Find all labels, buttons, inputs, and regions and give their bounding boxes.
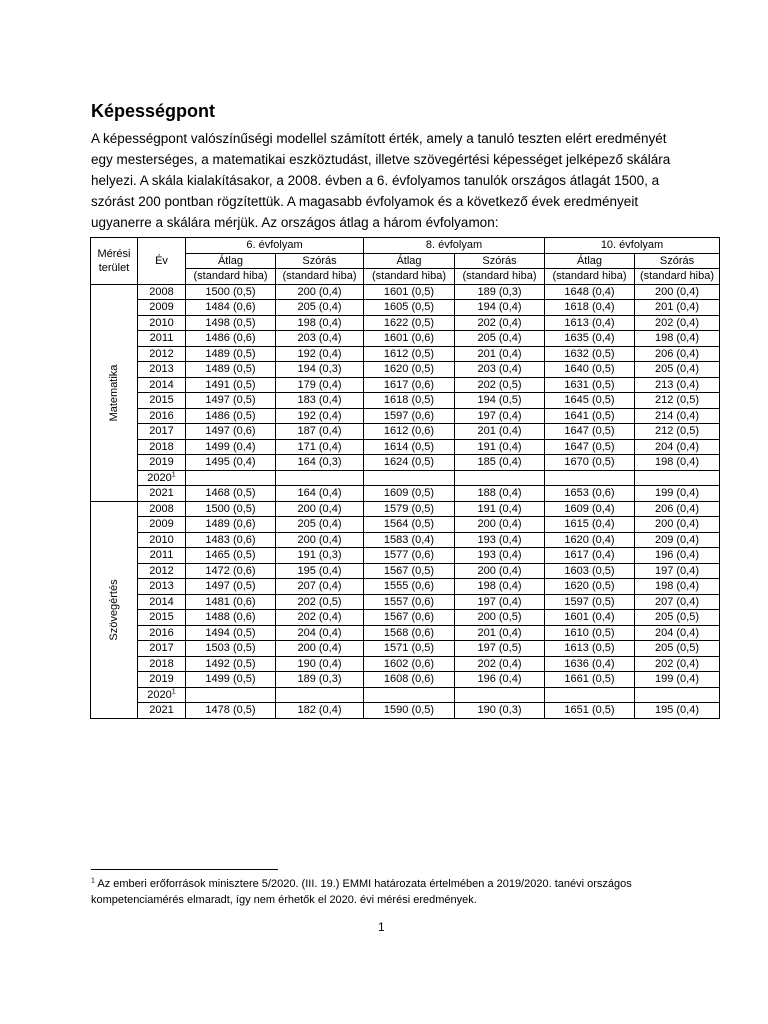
value-cell: 197 (0,4)	[455, 408, 545, 424]
value-cell: 1597 (0,5)	[545, 594, 635, 610]
value-cell: 1636 (0,4)	[545, 656, 635, 672]
value-cell: 1500 (0,5)	[186, 284, 276, 300]
year-cell: 2018	[138, 439, 186, 455]
value-cell: 1601 (0,5)	[364, 284, 455, 300]
results-table	[90, 237, 720, 719]
year-cell: 2010	[138, 532, 186, 548]
value-cell: 205 (0,4)	[276, 300, 364, 316]
header-grade: 8. évfolyam	[364, 238, 545, 254]
value-cell: 1603 (0,5)	[545, 563, 635, 579]
value-cell: 202 (0,5)	[455, 377, 545, 393]
year-cell: 2011	[138, 331, 186, 347]
table-row	[91, 377, 720, 393]
year-cell: 2014	[138, 377, 186, 393]
value-cell: 1489 (0,5)	[186, 346, 276, 362]
value-cell: 1620 (0,5)	[364, 362, 455, 378]
value-cell: 200 (0,4)	[276, 641, 364, 657]
value-cell: 1495 (0,4)	[186, 455, 276, 471]
value-cell: 1610 (0,5)	[545, 625, 635, 641]
value-cell: 202 (0,5)	[276, 594, 364, 610]
value-cell: 190 (0,4)	[276, 656, 364, 672]
table-row	[91, 362, 720, 378]
value-cell: 1648 (0,4)	[545, 284, 635, 300]
table-row	[91, 501, 720, 517]
value-cell: 205 (0,4)	[635, 362, 720, 378]
value-cell: 205 (0,5)	[635, 610, 720, 626]
value-cell: 1670 (0,5)	[545, 455, 635, 471]
value-cell: 1486 (0,6)	[186, 331, 276, 347]
table-row	[91, 315, 720, 331]
value-cell: 1484 (0,6)	[186, 300, 276, 316]
value-cell	[545, 470, 635, 486]
value-cell: 191 (0,4)	[455, 501, 545, 517]
value-cell: 1653 (0,6)	[545, 486, 635, 502]
table-row	[91, 517, 720, 533]
value-cell: 1500 (0,5)	[186, 501, 276, 517]
value-cell: 200 (0,5)	[455, 610, 545, 626]
year-cell: 2014	[138, 594, 186, 610]
table-row	[91, 331, 720, 347]
value-cell: 1617 (0,4)	[545, 548, 635, 564]
value-cell: 201 (0,4)	[455, 424, 545, 440]
year-cell: 2009	[138, 517, 186, 533]
value-cell	[364, 687, 455, 703]
value-cell: 1497 (0,6)	[186, 424, 276, 440]
value-cell: 189 (0,3)	[276, 672, 364, 688]
table-row	[91, 703, 720, 719]
value-cell: 209 (0,4)	[635, 532, 720, 548]
value-cell: 198 (0,4)	[455, 579, 545, 595]
value-cell	[186, 687, 276, 703]
value-cell: 1617 (0,6)	[364, 377, 455, 393]
header-sub-error: (standard hiba)	[276, 269, 364, 285]
value-cell: 1609 (0,5)	[364, 486, 455, 502]
value-cell: 212 (0,5)	[635, 424, 720, 440]
header-area: Mérési terület	[91, 238, 138, 285]
value-cell: 1612 (0,6)	[364, 424, 455, 440]
header-sub-error: (standard hiba)	[635, 269, 720, 285]
section-label: Szövegértés	[108, 578, 120, 641]
value-cell: 202 (0,4)	[276, 610, 364, 626]
year-cell: 2008	[138, 501, 186, 517]
value-cell	[455, 687, 545, 703]
section-cell	[91, 501, 138, 718]
value-cell: 1478 (0,5)	[186, 703, 276, 719]
value-cell: 196 (0,4)	[455, 672, 545, 688]
value-cell: 1497 (0,5)	[186, 393, 276, 409]
value-cell: 1499 (0,5)	[186, 672, 276, 688]
year-cell: 2019	[138, 455, 186, 471]
value-cell: 1557 (0,6)	[364, 594, 455, 610]
value-cell: 1577 (0,6)	[364, 548, 455, 564]
year-cell: 2013	[138, 579, 186, 595]
value-cell: 1608 (0,6)	[364, 672, 455, 688]
value-cell: 1472 (0,6)	[186, 563, 276, 579]
value-cell: 201 (0,4)	[635, 300, 720, 316]
table-row	[91, 455, 720, 471]
header-sub-label: Szórás	[455, 253, 545, 269]
value-cell: 1497 (0,5)	[186, 579, 276, 595]
table-row	[91, 439, 720, 455]
value-cell: 1651 (0,5)	[545, 703, 635, 719]
value-cell: 200 (0,4)	[635, 284, 720, 300]
table-row	[91, 656, 720, 672]
year-cell: 2018	[138, 656, 186, 672]
year-footnote-mark: 1	[171, 471, 176, 479]
value-cell	[635, 687, 720, 703]
section-label: Matematika	[108, 364, 120, 421]
value-cell: 192 (0,4)	[276, 346, 364, 362]
value-cell	[364, 470, 455, 486]
value-cell: 191 (0,4)	[455, 439, 545, 455]
year-cell: 2017	[138, 424, 186, 440]
value-cell: 1601 (0,6)	[364, 331, 455, 347]
value-cell: 203 (0,4)	[455, 362, 545, 378]
table-row	[91, 532, 720, 548]
value-cell: 198 (0,4)	[276, 315, 364, 331]
year-cell: 2015	[138, 610, 186, 626]
value-cell: 1620 (0,5)	[545, 579, 635, 595]
value-cell: 164 (0,4)	[276, 486, 364, 502]
value-cell: 1609 (0,4)	[545, 501, 635, 517]
value-cell: 200 (0,4)	[635, 517, 720, 533]
value-cell: 187 (0,4)	[276, 424, 364, 440]
year-cell: 2016	[138, 625, 186, 641]
value-cell: 1567 (0,6)	[364, 610, 455, 626]
year-cell: 2017	[138, 641, 186, 657]
value-cell: 1486 (0,5)	[186, 408, 276, 424]
value-cell: 198 (0,4)	[635, 331, 720, 347]
value-cell: 189 (0,3)	[455, 284, 545, 300]
header-sub-error: (standard hiba)	[545, 269, 635, 285]
value-cell: 200 (0,4)	[276, 501, 364, 517]
value-cell: 193 (0,4)	[455, 532, 545, 548]
year-cell: 2020$^1$	[138, 470, 186, 486]
value-cell: 1483 (0,6)	[186, 532, 276, 548]
value-cell: 1488 (0,6)	[186, 610, 276, 626]
footnote-mark: 1	[91, 877, 95, 885]
year-cell: 2015	[138, 393, 186, 409]
table-row	[91, 284, 720, 300]
value-cell	[276, 687, 364, 703]
header-sub-error: (standard hiba)	[455, 269, 545, 285]
footnote	[91, 876, 691, 908]
value-cell: 207 (0,4)	[635, 594, 720, 610]
value-cell: 1647 (0,5)	[545, 424, 635, 440]
value-cell: 202 (0,4)	[455, 315, 545, 331]
value-cell: 1555 (0,6)	[364, 579, 455, 595]
table-row	[91, 393, 720, 409]
value-cell: 1618 (0,5)	[364, 393, 455, 409]
value-cell: 193 (0,4)	[455, 548, 545, 564]
value-cell: 1620 (0,4)	[545, 532, 635, 548]
year-cell: 2021	[138, 486, 186, 502]
value-cell: 204 (0,4)	[276, 625, 364, 641]
value-cell: 1645 (0,5)	[545, 393, 635, 409]
year-cell: 2019	[138, 672, 186, 688]
value-cell: 1613 (0,4)	[545, 315, 635, 331]
value-cell: 1631 (0,5)	[545, 377, 635, 393]
value-cell: 201 (0,4)	[455, 346, 545, 362]
value-cell: 1601 (0,4)	[545, 610, 635, 626]
year-cell: 2009	[138, 300, 186, 316]
value-cell: 1632 (0,5)	[545, 346, 635, 362]
page-number: 1	[378, 920, 385, 934]
intro-paragraph: A képességpont valószínűségi modellel számított érték, amely a tanuló teszten elért eredményét egy mesterséges, a matematikai eszköztudást, illetve szövegértési képességet jelképező skálára helyezi. A skála kialakításakor, a 2008. évben a 6. évfolyamos tanulók országos átlagát 1500, a szórást 200 pontban rögzítettük. A magasabb évfolyamok és a következő évek eredményeit ugyanerre a skálára mérjük. Az országos átlag a három évfolyamon:	[91, 131, 671, 230]
table-row	[91, 687, 720, 703]
value-cell: 200 (0,4)	[455, 563, 545, 579]
value-cell: 214 (0,4)	[635, 408, 720, 424]
value-cell: 202 (0,4)	[635, 315, 720, 331]
value-cell: 1614 (0,5)	[364, 439, 455, 455]
header-sub-error: (standard hiba)	[186, 269, 276, 285]
year-cell: 2013	[138, 362, 186, 378]
value-cell: 1503 (0,5)	[186, 641, 276, 657]
value-cell: 1491 (0,5)	[186, 377, 276, 393]
value-cell: 1640 (0,5)	[545, 362, 635, 378]
value-cell	[186, 470, 276, 486]
table-row	[91, 300, 720, 316]
value-cell: 195 (0,4)	[635, 703, 720, 719]
table-row	[91, 470, 720, 486]
value-cell: 179 (0,4)	[276, 377, 364, 393]
table-row	[91, 672, 720, 688]
table-row	[91, 563, 720, 579]
value-cell: 1590 (0,5)	[364, 703, 455, 719]
value-cell: 200 (0,4)	[455, 517, 545, 533]
table-row	[91, 641, 720, 657]
value-cell: 192 (0,4)	[276, 408, 364, 424]
value-cell: 1612 (0,5)	[364, 346, 455, 362]
value-cell: 201 (0,4)	[455, 625, 545, 641]
value-cell: 202 (0,4)	[635, 656, 720, 672]
value-cell: 1567 (0,5)	[364, 563, 455, 579]
value-cell: 1635 (0,4)	[545, 331, 635, 347]
value-cell: 1494 (0,5)	[186, 625, 276, 641]
year-cell: 2012	[138, 346, 186, 362]
value-cell: 206 (0,4)	[635, 501, 720, 517]
value-cell: 212 (0,5)	[635, 393, 720, 409]
value-cell: 196 (0,4)	[635, 548, 720, 564]
value-cell: 1499 (0,4)	[186, 439, 276, 455]
value-cell: 204 (0,4)	[635, 439, 720, 455]
value-cell: 1579 (0,5)	[364, 501, 455, 517]
value-cell: 1571 (0,5)	[364, 641, 455, 657]
table-row	[91, 424, 720, 440]
header-year: Év	[138, 238, 186, 285]
header-sub-label: Szórás	[276, 253, 364, 269]
value-cell: 1568 (0,6)	[364, 625, 455, 641]
header-sub-error: (standard hiba)	[364, 269, 455, 285]
value-cell: 1489 (0,6)	[186, 517, 276, 533]
year-cell: 2012	[138, 563, 186, 579]
value-cell: 198 (0,4)	[635, 579, 720, 595]
value-cell: 1465 (0,5)	[186, 548, 276, 564]
value-cell: 1615 (0,4)	[545, 517, 635, 533]
year-cell: 2010	[138, 315, 186, 331]
page-title: Képességpont	[91, 101, 216, 121]
value-cell: 200 (0,4)	[276, 284, 364, 300]
value-cell: 1498 (0,5)	[186, 315, 276, 331]
value-cell: 194 (0,5)	[455, 393, 545, 409]
header-sub-label: Átlag	[364, 253, 455, 269]
value-cell: 194 (0,3)	[276, 362, 364, 378]
value-cell	[635, 470, 720, 486]
value-cell: 1564 (0,5)	[364, 517, 455, 533]
value-cell: 1624 (0,5)	[364, 455, 455, 471]
year-cell: 2020$^1$	[138, 687, 186, 703]
value-cell: 197 (0,5)	[455, 641, 545, 657]
value-cell: 1489 (0,5)	[186, 362, 276, 378]
value-cell: 207 (0,4)	[276, 579, 364, 595]
value-cell: 1641 (0,5)	[545, 408, 635, 424]
value-cell: 205 (0,5)	[635, 641, 720, 657]
table-row	[91, 346, 720, 362]
value-cell: 1468 (0,5)	[186, 486, 276, 502]
table-row	[91, 548, 720, 564]
header-grade: 6. évfolyam	[186, 238, 364, 254]
value-cell: 205 (0,4)	[455, 331, 545, 347]
footnote-text: Az emberi erőforrások minisztere 5/2020. (III. 19.) EMMI határozata értelmében a 2019/2020. tanévi országos kompetenciamérés elmaradt, így nem érhetők el 2020. évi mérési eredmények.	[91, 878, 632, 906]
table-row	[91, 625, 720, 641]
value-cell: 197 (0,4)	[635, 563, 720, 579]
value-cell: 199 (0,4)	[635, 486, 720, 502]
value-cell: 190 (0,3)	[455, 703, 545, 719]
value-cell: 1647 (0,5)	[545, 439, 635, 455]
table-row	[91, 594, 720, 610]
table-row	[91, 408, 720, 424]
value-cell: 1618 (0,4)	[545, 300, 635, 316]
value-cell: 164 (0,3)	[276, 455, 364, 471]
value-cell: 183 (0,4)	[276, 393, 364, 409]
value-cell: 205 (0,4)	[276, 517, 364, 533]
value-cell: 198 (0,4)	[635, 455, 720, 471]
value-cell: 197 (0,4)	[455, 594, 545, 610]
value-cell: 1622 (0,5)	[364, 315, 455, 331]
value-cell: 1605 (0,5)	[364, 300, 455, 316]
value-cell: 206 (0,4)	[635, 346, 720, 362]
value-cell: 195 (0,4)	[276, 563, 364, 579]
section-cell	[91, 284, 138, 501]
year-cell: 2011	[138, 548, 186, 564]
value-cell: 213 (0,4)	[635, 377, 720, 393]
value-cell: 1613 (0,5)	[545, 641, 635, 657]
value-cell: 1492 (0,5)	[186, 656, 276, 672]
table-row	[91, 486, 720, 502]
header-sub-label: Átlag	[545, 253, 635, 269]
header-grade: 10. évfolyam	[545, 238, 720, 254]
value-cell: 204 (0,4)	[635, 625, 720, 641]
value-cell: 199 (0,4)	[635, 672, 720, 688]
value-cell: 188 (0,4)	[455, 486, 545, 502]
year-footnote-mark: 1	[171, 688, 176, 696]
header-sub-label: Átlag	[186, 253, 276, 269]
footnote-separator	[91, 869, 278, 870]
value-cell: 185 (0,4)	[455, 455, 545, 471]
year-cell: 2008	[138, 284, 186, 300]
value-cell	[545, 687, 635, 703]
value-cell: 200 (0,4)	[276, 532, 364, 548]
value-cell	[276, 470, 364, 486]
year-cell: 2021	[138, 703, 186, 719]
value-cell: 1481 (0,6)	[186, 594, 276, 610]
value-cell: 1583 (0,4)	[364, 532, 455, 548]
value-cell: 1661 (0,5)	[545, 672, 635, 688]
value-cell: 191 (0,3)	[276, 548, 364, 564]
value-cell: 194 (0,4)	[455, 300, 545, 316]
value-cell: 202 (0,4)	[455, 656, 545, 672]
table-row	[91, 610, 720, 626]
value-cell: 182 (0,4)	[276, 703, 364, 719]
header-sub-label: Szórás	[635, 253, 720, 269]
year-cell: 2016	[138, 408, 186, 424]
value-cell: 203 (0,4)	[276, 331, 364, 347]
value-cell: 171 (0,4)	[276, 439, 364, 455]
value-cell: 1602 (0,6)	[364, 656, 455, 672]
value-cell: 1597 (0,6)	[364, 408, 455, 424]
table-row	[91, 579, 720, 595]
value-cell	[455, 470, 545, 486]
